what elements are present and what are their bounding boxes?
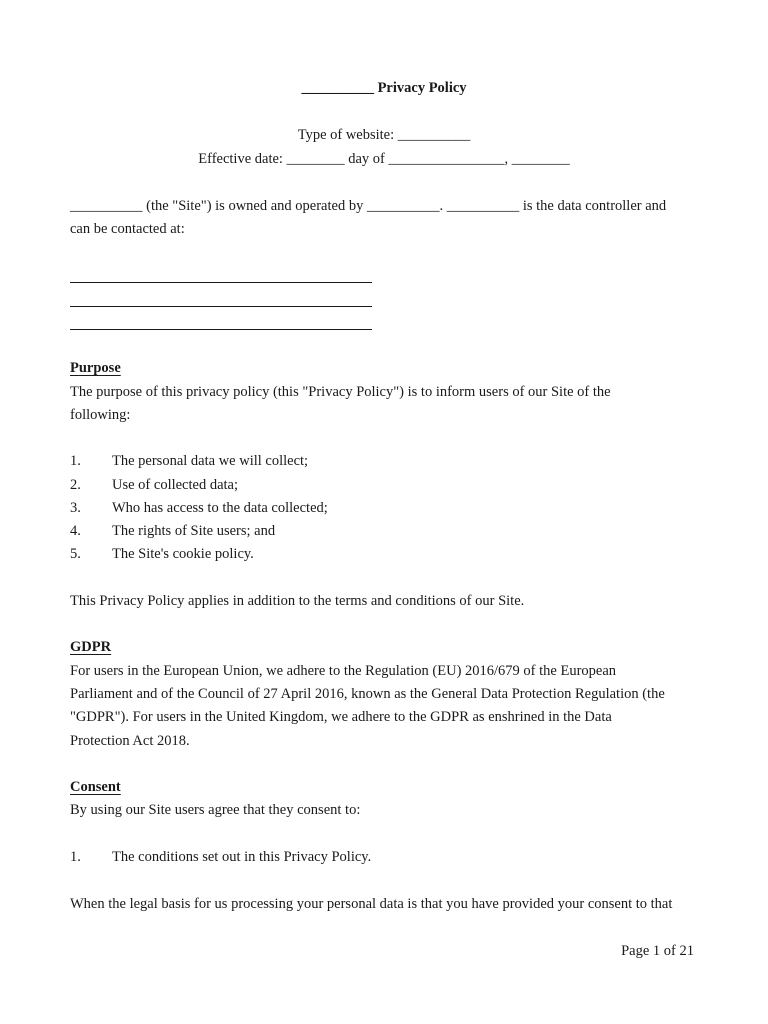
contact-blank-line xyxy=(70,329,372,330)
list-item xyxy=(0,523,768,543)
intro-paragraph-line: can be contacted at: xyxy=(70,221,185,237)
list-item-text: Who has access to the data collected; xyxy=(112,500,328,516)
gdpr-paragraph-line: "GDPR"). For users in the United Kingdom, we adhere to the GDPR as enshrined in the Data xyxy=(70,709,612,725)
list-item-number: 4. xyxy=(70,523,81,539)
gdpr-paragraph-line: For users in the European Union, we adhere to the Regulation (EU) 2016/679 of the European xyxy=(70,663,617,679)
list-item-text: The personal data we will collect; xyxy=(112,453,309,469)
list-item-text: Use of collected data; xyxy=(112,477,239,493)
purpose-paragraph-line: The purpose of this privacy policy (this "Privacy Policy") is to inform users of our Site of the xyxy=(70,384,611,400)
list-item xyxy=(0,546,768,566)
intro-paragraph-line: __________ (the "Site") is owned and operated by __________. __________ is the data controller and xyxy=(70,198,667,214)
list-item-number: 3. xyxy=(70,500,81,516)
contact-blank-line xyxy=(70,306,372,307)
consent-paragraph-line: When the legal basis for us processing your personal data is that you have provided your consent to that xyxy=(70,896,673,912)
list-item xyxy=(0,500,768,520)
purpose-heading: Purpose xyxy=(70,360,121,376)
gdpr-heading: GDPR xyxy=(70,639,112,655)
consent-paragraph-line: By using our Site users agree that they consent to: xyxy=(70,802,361,818)
website-type-line: Type of website: __________ xyxy=(297,127,471,143)
list-item-text: The conditions set out in this Privacy Policy. xyxy=(112,849,372,865)
consent-heading: Consent xyxy=(70,779,121,795)
document-title: __________ Privacy Policy xyxy=(301,80,467,96)
contact-blank-line xyxy=(70,282,372,283)
list-item xyxy=(0,453,768,473)
gdpr-paragraph-line: Parliament and of the Council of 27 April 2016, known as the General Data Protection Regulation (the xyxy=(70,686,665,702)
list-item-number: 1. xyxy=(70,453,81,469)
purpose-paragraph-line: following: xyxy=(70,407,131,423)
list-item-number: 5. xyxy=(70,546,81,562)
purpose-closing-paragraph: This Privacy Policy applies in addition to the terms and conditions of our Site. xyxy=(70,593,525,609)
gdpr-paragraph-line: Protection Act 2018. xyxy=(70,733,190,749)
list-item-number: 2. xyxy=(70,477,81,493)
list-item xyxy=(0,477,768,497)
page-number: Page 1 of 21 xyxy=(621,943,694,959)
list-item-text: The Site's cookie policy. xyxy=(112,546,254,562)
list-item xyxy=(0,849,768,869)
list-item-number: 1. xyxy=(70,849,81,865)
effective-date-line: Effective date: ________ day of ________________, ________ xyxy=(198,151,570,167)
list-item-text: The rights of Site users; and xyxy=(112,523,276,539)
